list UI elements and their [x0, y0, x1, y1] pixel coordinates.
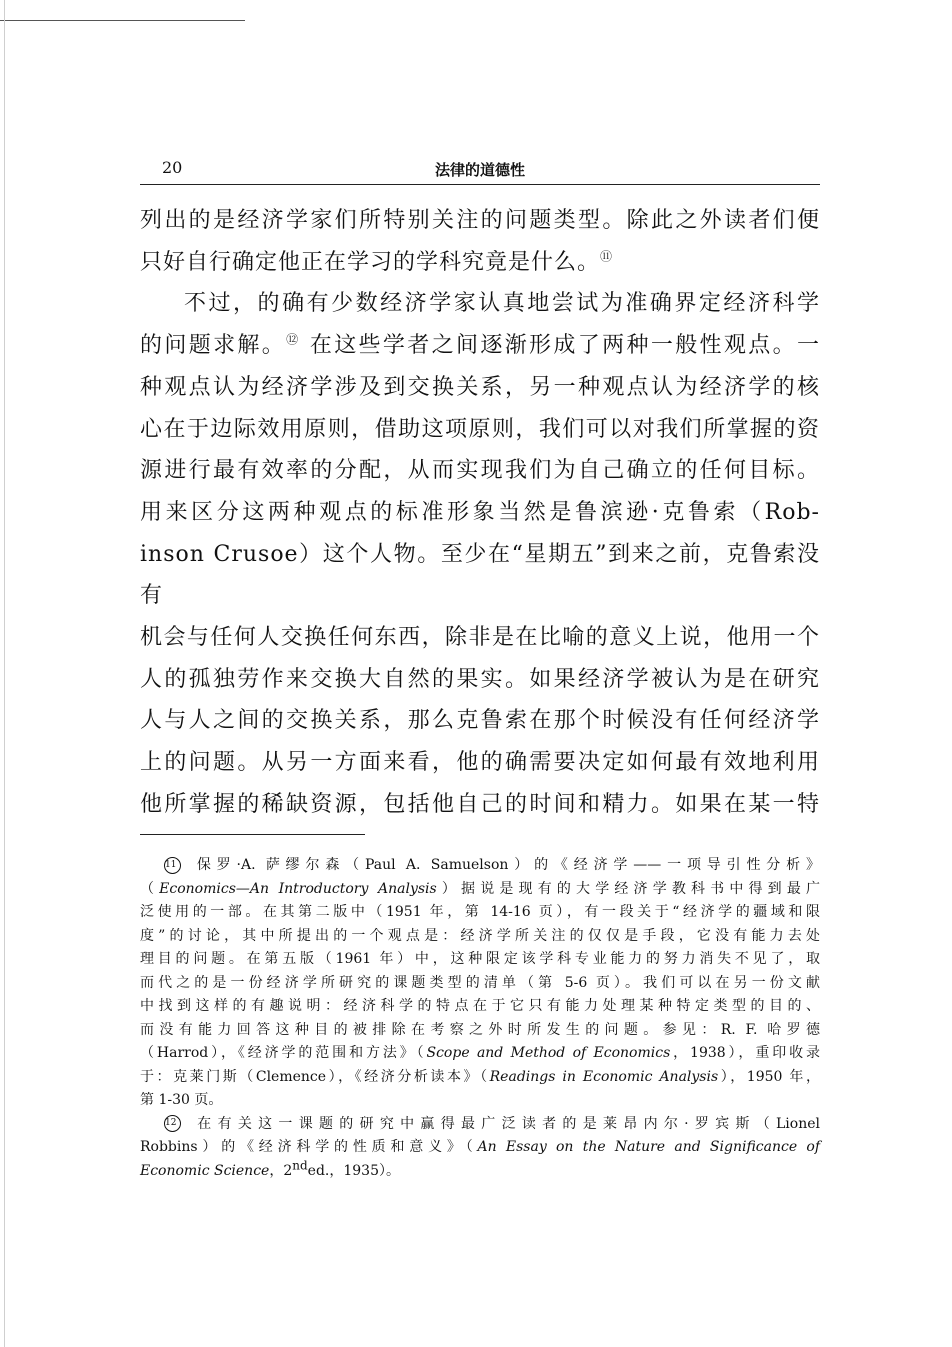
book-title: Economic Science — [140, 1162, 270, 1179]
scan-edge-top — [0, 20, 245, 21]
body-line: 人与人之间的交换关系，那么克鲁索在那个时候没有任何经济学 — [140, 708, 820, 734]
body-line: 列出的是经济学家们所特别关注的问题类型。除此之外读者们便 — [140, 208, 820, 233]
body-text-span: 只好自行确定他正在学习的学科究竟是什么。 — [140, 249, 601, 275]
footnote-text: 在有关这一课题的研究中赢得最广泛读者的是莱昂内尔·罗宾斯（Lionel — [191, 1115, 820, 1132]
footnote-text: （Harrod），《经济学的范围和方法》（ — [140, 1045, 427, 1061]
body-line: 种观点认为经济学涉及到交换关系，另一种观点认为经济学的核 — [140, 374, 820, 400]
footnote-marker-12: 12 — [164, 1115, 181, 1132]
body-line — [140, 325, 820, 367]
footnote-rule — [140, 834, 365, 835]
footnote-line: 第 1-30 页。 — [140, 1092, 223, 1108]
footnote-marker-11: 11 — [164, 857, 181, 874]
footnote-line — [140, 1113, 820, 1137]
body-line: inson Crusoe）这个人物。至少在“星期五”到来之前，克鲁索没有 — [140, 541, 820, 609]
footnote-line: 而没有能力回答这种目的被排除在考察之外时所发生的问题。参见：R. F. 哈罗德 — [140, 1021, 820, 1038]
footnote-text: 于：克莱门斯（Clemence），《经济分析读本》（ — [140, 1068, 490, 1085]
body-line: 不过，的确有少数经济学家认真地尝试为准确界定经济科学 — [184, 291, 820, 317]
footnote-line — [140, 1042, 820, 1066]
footnote-line: 而代之的是一份经济学所研究的课题类型的清单（第 5-6 页）。我们可以在另一份文献 — [140, 974, 820, 991]
footnote-line: 中找到这样的有趣说明：经济科学的特点在于它只有能力处理某种特定类型的目的、 — [140, 998, 820, 1014]
body-line: 用来区分这两种观点的标准形象当然是鲁滨逊·克鲁索（Rob- — [140, 499, 820, 525]
footnote-line: 理目的问题。在第五版（1961 年）中，这种限定该学科专业能力的努力消失不见了，取 — [140, 951, 820, 967]
body-line: 心在于边际效用原则，借助这项原则，我们可以对我们所掌握的资 — [140, 416, 820, 442]
footnote-line — [140, 1136, 820, 1160]
footnote-text: ，2 — [269, 1162, 293, 1179]
body-line: 机会与任何人交换任何东西，除非是在比喻的意义上说，他用一个 — [140, 625, 820, 651]
footnote-line — [140, 1066, 820, 1090]
ordinal-suffix: nd — [292, 1157, 308, 1172]
footnote-text: ed.，1935）。 — [307, 1162, 400, 1179]
scan-edge-left — [4, 0, 5, 1347]
book-title: An Essay on the Nature and Significance of — [477, 1139, 820, 1155]
body-line: 人的孤独劳作来交换大自然的果实。如果经济学被认为是在研究 — [140, 666, 820, 692]
footnote-line — [140, 854, 820, 878]
body-line — [140, 242, 820, 284]
footnote-line — [140, 878, 820, 902]
footnote-text: ），1950 年， — [718, 1068, 820, 1085]
book-title: Scope and Method of Economics — [426, 1045, 671, 1061]
book-title: Economics—An Introductory Analysis — [159, 880, 437, 897]
body-line: 上的问题。从另一方面来看，他的确需要决定如何最有效地利用 — [140, 750, 820, 776]
footnote-line — [140, 1157, 820, 1184]
body-text — [140, 200, 820, 826]
footnote-line: 度”的讨论，其中所提出的一个观点是：经济学所关注的仅仅是手段，它没有能力去处 — [140, 927, 820, 944]
body-text-span: 的问题求解。 — [140, 333, 287, 359]
book-title: Readings in Economic Analysis — [489, 1068, 719, 1085]
body-line: 源进行最有效率的分配，从而实现我们为自己确立的任何目标。 — [140, 458, 820, 484]
footnote-text: （ — [140, 880, 160, 897]
page-header — [140, 158, 820, 184]
footnote-text: ，1938），重印收录 — [670, 1045, 820, 1061]
footnote-ref-12: ⑫ — [286, 332, 301, 347]
page-number: 20 — [162, 158, 183, 177]
footnote-line: 泛使用的一部。在其第二版中（1951 年，第 14-16 页），有一段关于“经济学的疆域和限 — [140, 904, 820, 920]
body-line: 他所掌握的稀缺资源，包括他自己的时间和精力。如果在某一特 — [140, 791, 820, 817]
running-title: 法律的道德性 — [434, 161, 525, 179]
footnote-text: 保罗·A. 萨缪尔森（Paul A. Samuelson）的《经济学——一项导引性分析》 — [191, 857, 820, 873]
footnote-ref-11: ⑪ — [600, 249, 614, 264]
body-text-span: 在这些学者之间逐渐形成了两种一般性观点。一 — [300, 333, 820, 359]
footnote-text: Robbins）的《经济科学的性质和意义》（ — [140, 1139, 478, 1155]
footnote-text: ）据说是现有的大学经济学教科书中得到最广 — [436, 880, 821, 897]
footnotes — [140, 854, 820, 1183]
header-rule — [140, 184, 820, 185]
